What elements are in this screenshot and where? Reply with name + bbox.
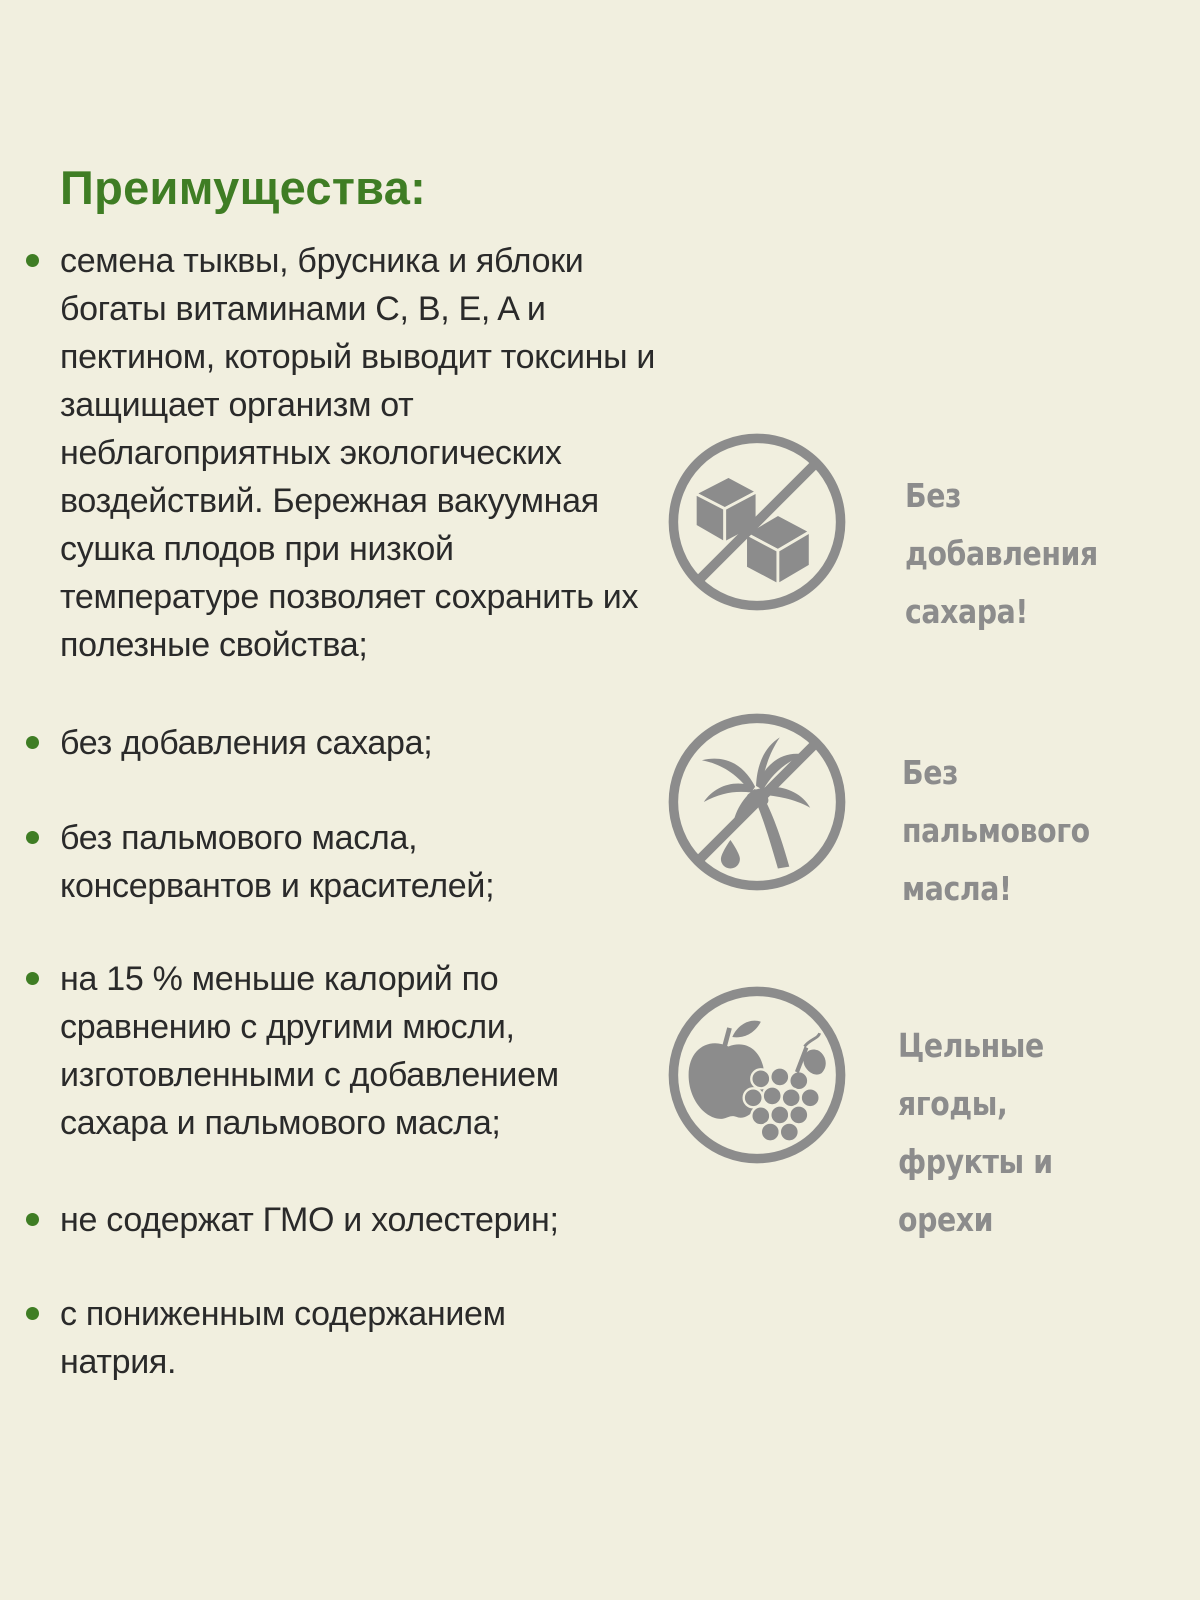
benefit-text: с пониженным содержанием натрия. bbox=[60, 1295, 506, 1381]
benefit-item bbox=[60, 1290, 600, 1386]
feature-label: Цельные ягоды, фрукты и орехи bbox=[898, 1026, 1053, 1239]
bullet-icon bbox=[26, 831, 39, 844]
benefit-item bbox=[60, 955, 640, 1147]
bullet-icon bbox=[26, 736, 39, 749]
feature-label: Без добавления сахара! bbox=[905, 476, 1098, 631]
no-sugar-icon bbox=[662, 427, 852, 617]
benefit-text: на 15 % меньше калорий по сравнению с другими мюсли, изготовленными с добавлением сахара и пальмового масла; bbox=[60, 960, 559, 1142]
benefit-text: не содержат ГМО и холестерин; bbox=[60, 1201, 559, 1239]
no-palm-oil-icon bbox=[662, 707, 852, 897]
benefit-text: без добавления сахара; bbox=[60, 724, 433, 762]
benefit-item bbox=[60, 1196, 660, 1244]
feature-label: Без пальмового масла! bbox=[902, 753, 1090, 908]
bullet-icon bbox=[26, 972, 39, 985]
benefit-item bbox=[60, 719, 660, 767]
benefit-text: семена тыквы, брусника и яблоки богаты витаминами C, B, E, A и пектином, который выводит токсины и защищает организм от неблагоприятных экологических воздействий. Бережная вакуумная сушка плодов при низкой температуре позволяет сохранить их полезные свойства; bbox=[60, 242, 656, 664]
fruits-berries-icon bbox=[662, 980, 852, 1170]
benefit-text: без пальмового масла, консервантов и красителей; bbox=[60, 819, 495, 905]
bullet-icon bbox=[26, 1307, 39, 1320]
page-title: Преимущества: bbox=[60, 161, 427, 214]
bullet-icon bbox=[26, 1213, 39, 1226]
benefit-item bbox=[60, 237, 660, 669]
benefit-item bbox=[60, 814, 620, 910]
bullet-icon bbox=[26, 254, 39, 267]
